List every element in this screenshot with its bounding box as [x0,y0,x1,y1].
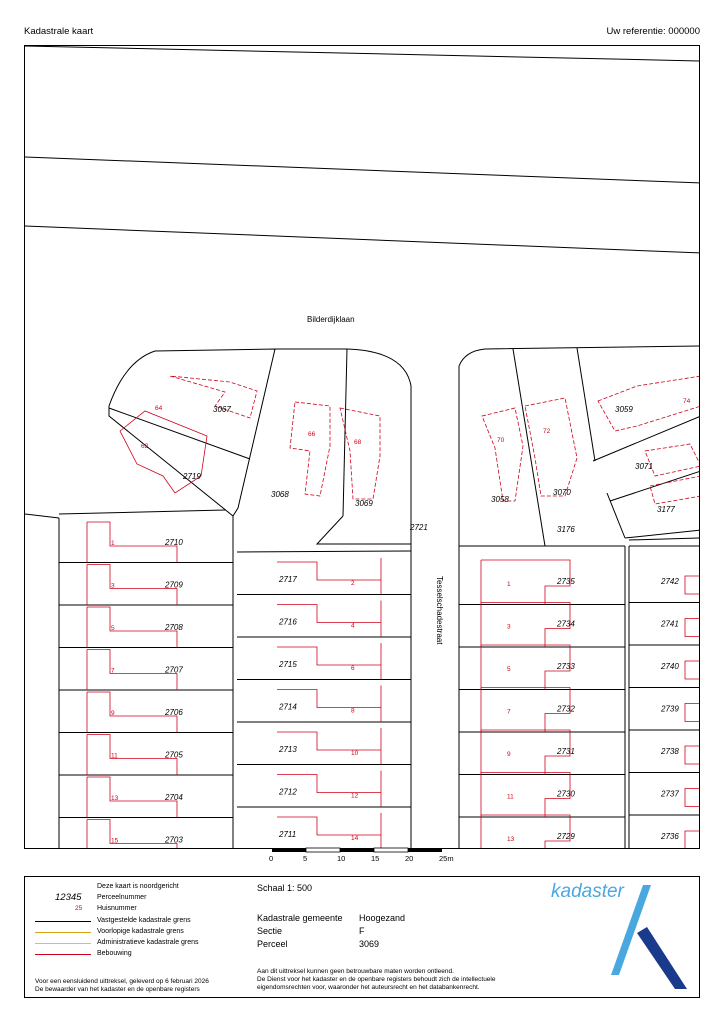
parcel-number: 2734 [557,619,575,629]
legend-item-label: Voorlopige kadastrale grens [97,928,184,935]
parcel-number: 2729 [557,832,575,841]
house-number: 64 [155,405,163,412]
map-canvas [25,46,700,849]
parcel-number: 2719 [183,472,201,481]
house-number: 1 [507,581,511,588]
house-number: 1 [111,540,115,547]
house-number-sample: 25 [75,905,83,912]
scale-tick: 25m [439,854,454,863]
road-line [25,226,700,253]
building-outline [685,619,700,637]
house-number: 7 [111,667,115,675]
sectie-value: F [359,926,365,936]
parcel-number: 2717 [279,575,297,584]
parcel-number: 2707 [165,665,183,675]
parcel-number-label: Perceelnummer [97,894,147,901]
parcel-outline [459,346,700,546]
disclaimer-3: eigendomsrechten voor, waaronder het auteursrecht en het databankenrecht. [257,984,480,991]
sectie-label: Sectie [257,926,283,936]
parcel-outline [625,530,700,538]
building-outline [87,735,177,776]
parcel-number: 3177 [657,505,675,514]
building-outline [482,408,523,501]
parcel-number: 2705 [165,750,183,760]
parcel-number: 3071 [635,462,653,471]
building-outline [685,831,700,849]
building-outline [685,661,700,679]
disclaimer-2: De Dienst voor het kadaster en de openbare registers behoudt zich de intellectuele [257,976,496,983]
parcel-number: 3068 [271,490,289,499]
gemeente-label: Kadastrale gemeente [257,913,343,923]
parcel-number: 2715 [279,660,297,669]
parcel-number: 2742 [661,577,679,586]
parcel-outline [629,538,700,540]
north-note: Deze kaart is noordgericht [97,883,179,890]
house-number: 13 [111,795,119,802]
house-number: 8 [351,707,355,715]
scale-tick: 10 [337,854,346,863]
building-outline [525,398,577,496]
parcel-number: 2736 [661,832,679,841]
building-outline [87,607,177,648]
house-number: 11 [507,793,514,801]
building-outline [685,704,700,722]
house-number: 7 [507,708,511,716]
perceel-value: 3069 [359,939,380,949]
house-number: 14 [351,835,359,842]
parcel-outline [513,349,545,546]
legend-line-symbol [35,943,91,944]
scale-bar [270,846,470,870]
building-outline [87,820,177,850]
building-outline [87,692,177,733]
parcel-number: 2733 [557,662,575,671]
house-number: 13 [507,836,515,843]
legend-panel [24,876,700,998]
parcel-number: 2737 [661,789,679,799]
house-number: 74 [683,398,691,405]
parcel-number: 3176 [557,525,575,534]
legend-item-label: Vastgestelde kadastrale grens [97,917,191,924]
parcel-number: 2710 [165,538,183,547]
parcel-number: 2740 [661,662,679,671]
parcel-number: 3070 [553,488,571,497]
perceel-label: Perceel [257,939,288,949]
kadaster-logo-icon [603,883,693,993]
parcel-number: 2739 [661,704,679,714]
street-label-tesselschadestraat: Tesselschadestraat [435,576,444,645]
parcel-number: 2703 [165,835,183,845]
parcel-outline [607,493,625,538]
building-outline [340,408,380,499]
parcel-outline [59,510,225,514]
house-number-label: Huisnummer [97,905,137,912]
parcel-number: 2721 [410,523,428,532]
parcel-outline [109,349,275,516]
cadastral-map[interactable] [24,45,700,849]
disclaimer-1: Aan dit uittreksel kunnen geen betrouwbare maten worden ontleend. [257,968,454,975]
parcel-number: 2735 [557,577,575,586]
house-number: 3 [507,623,511,631]
building-outline [87,565,177,606]
scale-tick: 0 [269,854,274,863]
parcel-outline [317,349,411,544]
legend-line-symbol [35,932,91,933]
house-number: 15 [111,837,119,845]
legend-line-symbol [35,954,91,955]
parcel-number: 2741 [661,619,679,629]
building-outline [290,402,330,496]
house-number: 5 [507,666,511,673]
building-outline [645,444,700,476]
extract-note-1: Voor een eensluidend uittreksel, geleverd op 6 februari 2026 [35,978,209,985]
kadaster-logo-text: kadaster [551,881,624,902]
parcel-outline [237,551,411,552]
gemeente-value: Hoogezand [359,913,406,923]
parcel-number: 2711 [279,830,297,839]
house-number: 68 [354,439,362,446]
parcel-number-sample: 12345 [55,892,82,903]
house-number: 6 [351,665,355,672]
parcel-outline [577,348,595,461]
parcel-number: 3069 [355,499,373,508]
extract-note-2: De bewaarder van het kadaster en de openbare registers [35,986,200,993]
house-number: 9 [507,751,511,758]
legend-item-label: Administratieve kadastrale grens [97,939,199,946]
parcel-number: 2731 [557,747,575,756]
parcel-outline [25,514,59,518]
parcel-number: 2732 [557,704,575,714]
house-number: 11 [111,752,118,760]
house-number: 70 [497,437,505,444]
parcel-number: 2708 [165,623,183,632]
parcel-number: 3067 [213,405,231,414]
house-number: 5 [111,625,115,632]
street-label-bilderdijklaan: Bilderdijklaan [307,315,355,324]
parcel-number: 2706 [165,708,183,717]
building-outline [87,522,177,563]
parcel-number: 2713 [279,745,297,754]
scale-tick: 20 [405,854,414,863]
map-title: Kadastrale kaart [24,26,94,37]
reference-label: Uw referentie: 000000 [606,26,700,37]
house-number: 12 [351,792,359,800]
building-outline [650,476,700,504]
house-number: 62 [141,443,149,450]
parcel-number: 3058 [491,495,509,504]
parcel-number: 2738 [661,747,679,756]
scale-label: Schaal 1: 500 [257,883,313,893]
parcel-number: 2714 [279,702,297,712]
house-number: 10 [351,750,359,757]
building-outline [87,650,177,691]
scale-tick: 15 [371,854,380,863]
house-number: 66 [308,431,316,438]
parcel-number: 3059 [615,405,633,414]
parcel-number: 2704 [165,793,183,802]
house-number: 9 [111,710,115,717]
house-number: 3 [111,582,115,590]
building-outline [685,789,700,807]
legend-line-symbol [35,921,91,922]
scale-tick: 5 [303,854,308,863]
road-line [25,157,700,183]
parcel-number: 2716 [279,617,297,627]
parcel-number: 2709 [165,580,183,590]
road-line [25,46,700,61]
parcel-number: 2730 [557,789,575,799]
house-number: 2 [351,580,355,587]
house-number: 72 [543,428,551,435]
building-outline [685,746,700,764]
building-outline [685,576,700,594]
building-outline [87,777,177,818]
legend-item-label: Bebouwing [97,950,132,957]
parcel-number: 2712 [279,787,297,797]
house-number: 4 [351,622,355,630]
